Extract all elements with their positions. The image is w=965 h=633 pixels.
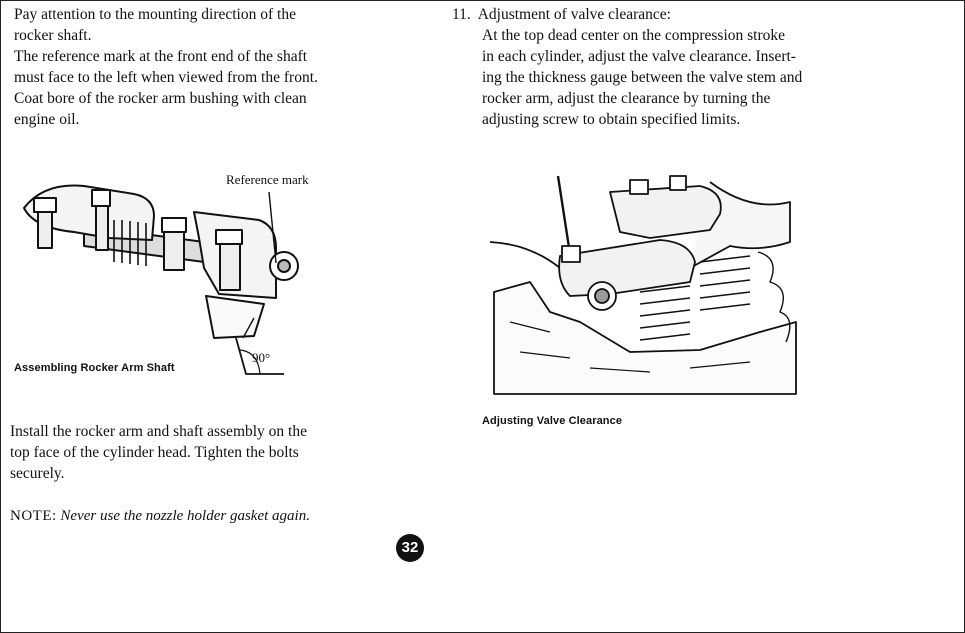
step-line3: ing the thickness gauge between the valve stem and: [482, 69, 803, 86]
figure2-caption: Adjusting Valve Clearance: [482, 415, 623, 427]
para1-line2: rocker shaft.: [14, 27, 92, 44]
para3-line2: engine oil.: [14, 111, 80, 128]
para2-line1: The reference mark at the front end of the shaft: [14, 48, 308, 65]
install-line2: top face of the cylinder head. Tighten the bolts: [10, 444, 299, 461]
step-number: 11.: [452, 6, 471, 23]
reference-mark-label: Reference mark: [226, 172, 309, 187]
para3-line1: Coat bore of the rocker arm bushing with clean: [14, 90, 307, 107]
page-number-badge: 32: [396, 534, 424, 562]
left-intro-text: [14, 4, 388, 130]
figure1-caption: Assembling Rocker Arm Shaft: [14, 362, 175, 374]
note: [10, 508, 310, 525]
step-11-body: [482, 25, 852, 130]
step-line4: rocker arm, adjust the clearance by turning the: [482, 90, 771, 107]
para1-line1: Pay attention to the mounting direction of the: [14, 6, 296, 23]
install-line1: Install the rocker arm and shaft assembly on the: [10, 423, 307, 440]
step-11-heading: [452, 4, 852, 25]
step-line1: At the top dead center on the compression stroke: [482, 27, 786, 44]
valve-clearance-illustration: [490, 172, 800, 400]
step-title: Adjustment of valve clearance:: [477, 6, 671, 23]
note-label: NOTE:: [10, 508, 57, 524]
install-instructions: [10, 421, 382, 484]
step-line2: in each cylinder, adjust the valve clearance. Insert-: [482, 48, 796, 65]
install-line3: securely.: [10, 465, 65, 482]
step-line5: adjusting screw to obtain specified limits.: [482, 111, 741, 128]
angle-label: 90°: [252, 350, 271, 365]
note-text: Never use the nozzle holder gasket again.: [60, 508, 310, 524]
para2-line2: must face to the left when viewed from the front.: [14, 69, 318, 86]
rocker-arm-shaft-illustration: [14, 168, 334, 383]
